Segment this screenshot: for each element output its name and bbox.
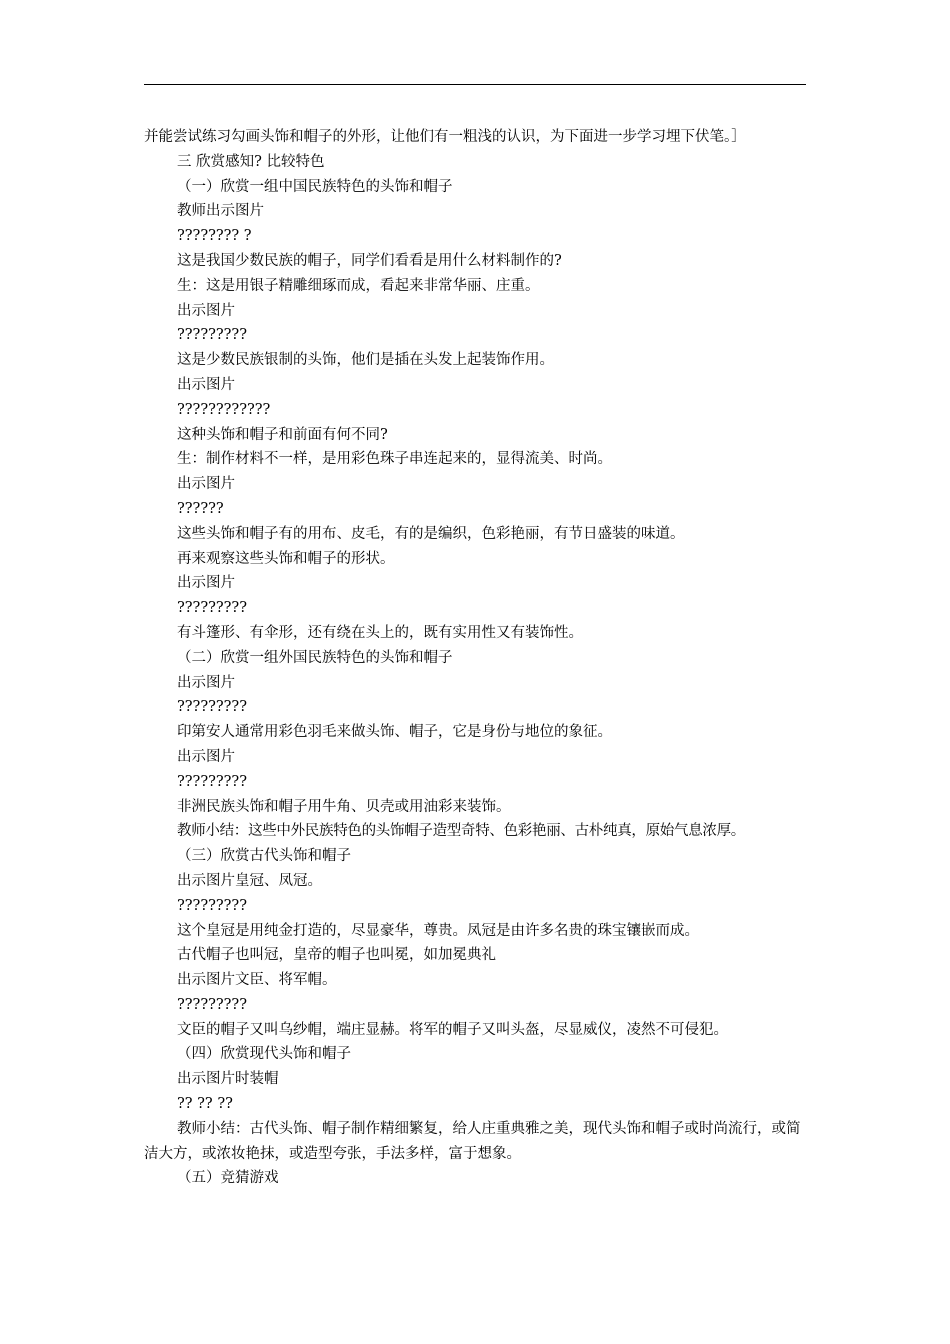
text-line: 出示图片 [177, 674, 235, 691]
image-placeholder: ????????? [177, 897, 247, 914]
subsection-heading: （四）欣赏现代头饰和帽子 [177, 1046, 351, 1063]
text-line: 这是我国少数民族的帽子，同学们看看是用什么材料制作的? [177, 252, 562, 269]
text-line: 出示图片 [177, 748, 235, 765]
text-line: 这是少数民族银制的头饰，他们是插在头发上起装饰作用。 [177, 352, 554, 369]
text-line: 出示图片时装帽 [177, 1071, 279, 1088]
image-placeholder: ???????? ? [177, 228, 252, 245]
text-line: 教师小结：这些中外民族特色的头饰帽子造型奇特、色彩艳丽、古朴纯真，原始气息浓厚。 [177, 823, 745, 840]
text-line: 这个皇冠是用纯金打造的，尽显豪华，尊贵。凤冠是由许多名贵的珠宝镶嵌而成。 [177, 922, 699, 939]
image-placeholder: ?????? [177, 500, 224, 517]
text-line: 文臣的帽子又叫乌纱帽，端庄显赫。将军的帽子又叫头盔，尽显威仪，凌然不可侵犯。 [177, 1021, 728, 1038]
text-line: 出示图片文臣、将军帽。 [177, 972, 337, 989]
text-line: 有斗篷形、有伞形，还有绕在头上的，既有实用性又有装饰性。 [177, 624, 583, 641]
paragraph-continued: 并能尝试练习勾画头饰和帽子的外形，让他们有一粗浅的认识，为下面进一步学习埋下伏笔。］ [144, 129, 746, 145]
paragraph-summary: 教师小结：古代头饰、帽子制作精细繁复，给人庄重典雅之美，现代头饰和帽子或时尚流行，或简洁大方，或浓妆艳抹，或造型夸张，手法多样，富于想象。 [144, 1120, 801, 1162]
text-line: 这些头饰和帽子有的用布、皮毛，有的是编织，色彩艳丽，有节日盛装的味道。 [177, 525, 685, 542]
text-line: 生：制作材料不一样，是用彩色珠子串连起来的，显得流美、时尚。 [177, 451, 612, 468]
text-line: 出示图片 [177, 575, 235, 592]
image-placeholder: ????????? [177, 600, 247, 617]
section-heading: 三 欣赏感知? 比较特色 [177, 153, 325, 170]
subsection-heading: （二）欣赏一组外国民族特色的头饰和帽子 [177, 649, 453, 666]
header-rule [144, 84, 806, 85]
text-line: 出示图片 [177, 302, 235, 319]
image-placeholder: ????????? [177, 327, 247, 344]
text-line: 出示图片 [177, 376, 235, 393]
image-placeholder: ????????? [177, 996, 247, 1013]
subsection-heading: （一）欣赏一组中国民族特色的头饰和帽子 [177, 178, 453, 195]
subsection-heading: （三）欣赏古代头饰和帽子 [177, 848, 351, 865]
text-line: 非洲民族头饰和帽子用牛角、贝壳或用油彩来装饰。 [177, 798, 511, 815]
subsection-heading: （五）竞猜游戏 [177, 1170, 279, 1187]
image-placeholder: ????????? [177, 773, 247, 790]
text-line: 这种头饰和帽子和前面有何不同? [177, 426, 388, 443]
text-line: 出示图片皇冠、凤冠。 [177, 872, 322, 889]
image-placeholder: ?? ?? ?? [177, 1096, 233, 1113]
text-line: 生：这是用银子精雕细琢而成，看起来非常华丽、庄重。 [177, 277, 540, 294]
text-line: 教师出示图片 [177, 203, 264, 220]
image-placeholder: ????????? [177, 699, 247, 716]
image-placeholder: ???????????? [177, 401, 271, 418]
text-line: 再来观察这些头饰和帽子的形状。 [177, 550, 395, 567]
text-line: 出示图片 [177, 476, 235, 493]
text-line: 古代帽子也叫冠，皇帝的帽子也叫冕，如加冕典礼 [177, 947, 496, 964]
text-line: 印第安人通常用彩色羽毛来做头饰、帽子，它是身份与地位的象征。 [177, 724, 612, 741]
document-body [144, 125, 814, 1191]
